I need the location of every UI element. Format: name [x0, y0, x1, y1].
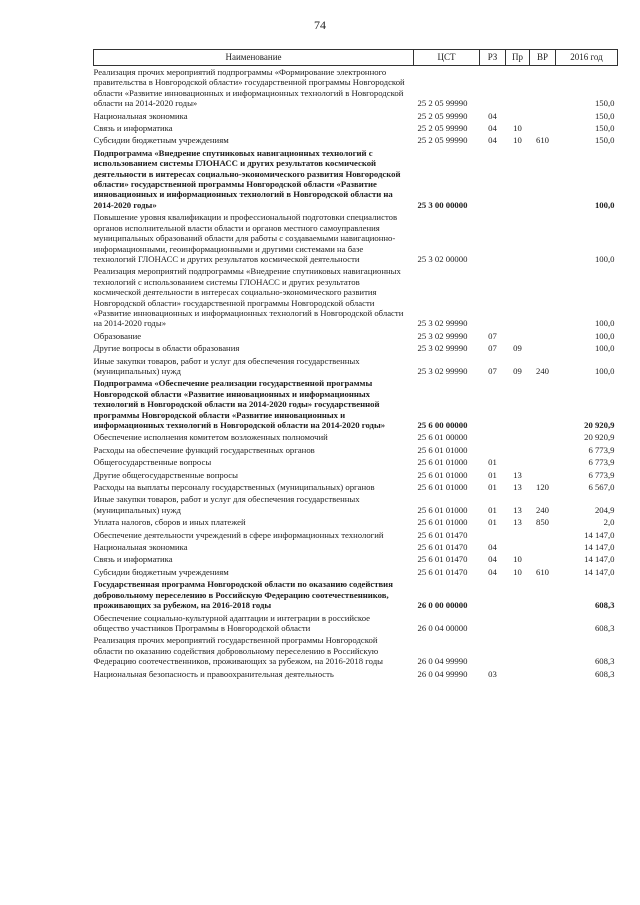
row-cst: 25 6 01 01000 — [417, 482, 468, 493]
row-cst: 25 2 05 99990 — [417, 123, 468, 134]
row-cst: 25 6 01 01470 — [417, 554, 468, 565]
row-rz — [480, 578, 506, 611]
row-cst: 25 3 02 99990 — [417, 318, 468, 329]
row-name: Повышение уровня квалификации и профессиональной подготовки специалистов органов исполнительной власти области и органов местного самоуправления муниципальных образований области для работы с создаваемыми навигационно-информационными, геоинформационными и другими системами на базе технологий ГЛОНАСС и других результатов космической деятельности — [93, 212, 398, 264]
row-rz: 07 — [488, 365, 497, 376]
row-rz — [480, 612, 506, 635]
row-rz: 01 — [488, 504, 497, 515]
table-row — [94, 147, 618, 211]
row-vr — [530, 456, 556, 468]
row-amount: 150,0 — [594, 123, 615, 134]
table-row — [94, 122, 618, 134]
table-row — [94, 377, 618, 431]
row-cst: 25 3 02 99990 — [417, 343, 468, 354]
row-vr — [530, 529, 556, 541]
row-pr — [506, 431, 530, 443]
row-vr: 610 — [535, 566, 550, 577]
row-pr — [506, 634, 530, 667]
table-row — [94, 493, 618, 516]
row-amount: 14 147,0 — [584, 529, 615, 540]
row-vr — [530, 668, 556, 680]
row-pr — [506, 110, 530, 122]
row-name: Связь и информатика — [93, 123, 173, 134]
row-vr — [530, 612, 556, 635]
column-header-pr: Пр — [506, 50, 530, 66]
row-rz: 07 — [488, 343, 497, 354]
row-cst: 25 6 01 01000 — [417, 517, 468, 528]
row-amount: 608,3 — [594, 622, 615, 633]
row-name: Обеспечение социально-культурной адаптации и интеграции в российское общество участников Программы в Новгородской области — [93, 612, 370, 633]
table-row — [94, 566, 618, 578]
row-pr — [506, 612, 530, 635]
row-rz: 04 — [488, 542, 497, 553]
row-name: Государственная программа Новгородской области по оказанию содействия добровольному переселению в Российскую Федерацию соотечественников, проживающих за рубежом, на 2016-2018 годы — [93, 579, 393, 611]
row-vr — [530, 541, 556, 553]
row-amount: 6 773,9 — [588, 457, 615, 468]
row-pr: 10 — [513, 135, 522, 146]
table-row — [94, 444, 618, 456]
row-vr — [530, 342, 556, 354]
row-name: Уплата налогов, сборов и иных платежей — [93, 517, 246, 528]
row-rz: 01 — [488, 469, 497, 480]
row-vr — [530, 444, 556, 456]
table-row — [94, 342, 618, 354]
row-amount: 14 147,0 — [584, 542, 615, 553]
row-cst: 25 6 01 01000 — [417, 469, 468, 480]
table-row — [94, 634, 618, 667]
row-rz — [480, 211, 506, 265]
row-rz — [480, 147, 506, 211]
row-name: Подпрограмма «Обеспечение реализации государственной программы Новгородской области «Развитие инновационных и информационных технологий в Новгородской области на 2014-2020 годы» государственной программы Новгородской области «Развитие инновационных и информационных технологий в Новгородской области на 2014-2020 годы» — [93, 378, 386, 430]
row-pr: 10 — [513, 566, 522, 577]
row-vr — [530, 211, 556, 265]
row-vr — [530, 377, 556, 431]
row-name: Другие вопросы в области образования — [93, 343, 240, 354]
row-name: Обеспечение исполнения комитетом возложенных полномочий — [93, 432, 328, 443]
row-cst: 25 3 02 99990 — [417, 330, 468, 341]
row-pr — [506, 668, 530, 680]
row-rz — [480, 265, 506, 329]
row-pr — [506, 147, 530, 211]
row-amount: 100,0 — [594, 199, 615, 210]
row-cst: 25 6 01 01470 — [417, 566, 468, 577]
row-rz: 01 — [488, 517, 497, 528]
row-cst: 25 2 05 99990 — [417, 135, 468, 146]
row-vr: 610 — [535, 135, 550, 146]
row-rz: 04 — [488, 566, 497, 577]
row-amount: 100,0 — [594, 365, 615, 376]
row-pr: 10 — [513, 554, 522, 565]
row-vr — [530, 122, 556, 134]
table-row — [94, 541, 618, 553]
row-name: Обеспечение деятельности учреждений в сфере информационных технологий — [93, 529, 384, 540]
row-cst: 26 0 04 99990 — [417, 656, 468, 667]
row-amount: 608,3 — [594, 668, 615, 679]
row-name: Иные закупки товаров, работ и услуг для обеспечения государственных (муниципальных) нужд — [93, 355, 360, 376]
table-body — [94, 66, 618, 680]
table-row — [94, 481, 618, 493]
row-amount: 150,0 — [594, 110, 615, 121]
row-cst: 26 0 00 00000 — [417, 600, 468, 611]
row-pr: 10 — [513, 123, 522, 134]
row-cst: 26 0 04 00000 — [417, 622, 468, 633]
row-pr: 13 — [513, 517, 522, 528]
row-cst: 25 3 00 00000 — [417, 199, 468, 210]
row-name: Расходы на обеспечение функций государственных органов — [93, 444, 315, 455]
row-rz: 01 — [488, 482, 497, 493]
row-amount: 100,0 — [594, 253, 615, 264]
row-name: Связь и информатика — [93, 554, 173, 565]
row-vr: 850 — [535, 517, 550, 528]
row-pr — [506, 377, 530, 431]
row-cst: 26 0 04 99990 — [417, 668, 468, 679]
row-pr — [506, 211, 530, 265]
row-cst: 25 3 02 00000 — [417, 253, 468, 264]
row-vr — [530, 110, 556, 122]
column-header-rz: РЗ — [480, 50, 506, 66]
row-rz: 07 — [488, 330, 497, 341]
table-row — [94, 330, 618, 342]
row-amount: 20 920,9 — [584, 432, 615, 443]
table-row — [94, 431, 618, 443]
row-cst: 25 6 01 01000 — [417, 504, 468, 515]
table-row — [94, 612, 618, 635]
row-pr: 13 — [513, 469, 522, 480]
row-vr — [530, 469, 556, 481]
table-row — [94, 265, 618, 329]
row-name: Реализация прочих мероприятий государственной программы Новгородской области по оказанию содействия добровольному переселению в Российскую Федерацию соотечественников, проживающих за рубежом, на 2016-2018 годы — [93, 635, 383, 667]
row-cst: 25 6 00 00000 — [417, 420, 468, 430]
row-pr — [506, 578, 530, 611]
table-row — [94, 529, 618, 541]
row-rz: 01 — [488, 457, 497, 468]
row-name: Расходы на выплаты персоналу государственных (муниципальных) органов — [93, 482, 375, 493]
page-number: 74 — [314, 18, 326, 32]
column-header-year: 2016 год — [556, 50, 618, 66]
row-amount: 14 147,0 — [584, 566, 615, 577]
row-rz — [480, 431, 506, 443]
row-name: Субсидии бюджетным учреждениям — [93, 135, 229, 146]
row-vr — [530, 265, 556, 329]
row-cst: 25 2 05 99990 — [417, 98, 468, 109]
row-pr: 13 — [513, 504, 522, 515]
row-vr — [530, 578, 556, 611]
row-vr — [530, 634, 556, 667]
row-name: Реализация прочих мероприятий подпрограммы «Формирование электронного правительства в Новгородской области» государственной программы Новгородской области «Развитие инновационных и информационных технологий в Новгородской области на 2014-2020 годы» — [93, 67, 405, 109]
table-row — [94, 516, 618, 528]
row-rz: 04 — [488, 123, 497, 134]
table-header-row — [94, 50, 618, 66]
row-vr — [530, 66, 556, 110]
row-amount: 608,3 — [594, 656, 615, 667]
row-rz: 04 — [488, 554, 497, 565]
row-amount: 150,0 — [594, 135, 615, 146]
row-amount: 150,0 — [594, 98, 615, 109]
row-cst: 25 2 05 99990 — [417, 110, 468, 121]
row-rz — [480, 444, 506, 456]
row-amount: 6 773,9 — [588, 444, 615, 455]
row-name: Национальная экономика — [93, 542, 188, 553]
row-name: Реализация мероприятий подпрограммы «Внедрение спутниковых навигационных технологий с использованием системы ГЛОНАСС и других результатов космической деятельности в интересах социально-экономического развития Новгородской области» государственной программы Новгородской области «Развитие инновационных и информационных технологий в Новгородской области на 2014-2020 годы» — [93, 266, 404, 329]
column-header-vr: ВР — [530, 50, 556, 66]
row-rz — [480, 529, 506, 541]
row-name: Образование — [93, 330, 142, 341]
row-name: Субсидии бюджетным учреждениям — [93, 566, 229, 577]
row-amount: 6 567,0 — [588, 482, 615, 493]
table-row — [94, 553, 618, 565]
row-cst: 25 6 01 01000 — [417, 457, 468, 468]
row-name: Общегосударственные вопросы — [93, 457, 212, 468]
table-row — [94, 66, 618, 110]
row-vr: 240 — [535, 504, 550, 515]
row-amount: 20 920,9 — [584, 420, 615, 430]
row-pr — [506, 444, 530, 456]
row-vr — [530, 431, 556, 443]
row-vr — [530, 330, 556, 342]
row-pr — [506, 541, 530, 553]
row-pr — [506, 66, 530, 110]
row-cst: 25 6 01 01470 — [417, 542, 468, 553]
row-pr — [506, 456, 530, 468]
row-name: Другие общегосударственные вопросы — [93, 469, 238, 480]
row-amount: 2,0 — [603, 517, 615, 528]
budget-table — [93, 49, 618, 680]
row-pr: 13 — [513, 482, 522, 493]
row-name: Иные закупки товаров, работ и услуг для обеспечения государственных (муниципальных) нужд — [93, 494, 360, 515]
row-amount: 6 773,9 — [588, 469, 615, 480]
row-amount: 100,0 — [594, 343, 615, 354]
row-pr — [506, 330, 530, 342]
row-cst: 25 3 02 99990 — [417, 365, 468, 376]
row-cst: 25 6 01 00000 — [417, 432, 468, 443]
row-name: Подпрограмма «Внедрение спутниковых навигационных технологий с использованием системы ГЛОНАСС и других результатов космической деятельности в интересах социально-экономического развития Новгородской области» государственной программы Новгородской области «Развитие инновационных и информационных технологий в Новгородской области на 2014-2020 годы» — [93, 147, 401, 210]
table-row — [94, 668, 618, 680]
row-pr: 09 — [513, 365, 522, 376]
row-pr: 09 — [513, 343, 522, 354]
table-row — [94, 469, 618, 481]
row-pr — [506, 529, 530, 541]
row-vr: 240 — [535, 365, 550, 376]
row-amount: 14 147,0 — [584, 554, 615, 565]
row-cst: 25 6 01 01000 — [417, 444, 468, 455]
table-row — [94, 355, 618, 378]
column-header-cst: ЦСТ — [414, 50, 480, 66]
row-name: Национальная экономика — [93, 110, 188, 121]
table-row — [94, 578, 618, 611]
column-header-name: Наименование — [94, 50, 414, 66]
row-vr — [530, 147, 556, 211]
row-rz — [480, 634, 506, 667]
row-amount: 204,9 — [594, 504, 615, 515]
row-rz: 03 — [488, 668, 497, 679]
row-rz: 04 — [488, 135, 497, 146]
row-pr — [506, 265, 530, 329]
row-name: Национальная безопасность и правоохранительная деятельность — [93, 668, 334, 679]
table-row — [94, 211, 618, 265]
row-amount: 608,3 — [594, 600, 615, 611]
table-row — [94, 110, 618, 122]
row-rz — [480, 66, 506, 110]
row-cst: 25 6 01 01470 — [417, 529, 468, 540]
table-row — [94, 134, 618, 146]
row-vr: 120 — [535, 482, 550, 493]
row-rz — [480, 377, 506, 431]
row-rz: 04 — [488, 110, 497, 121]
row-amount: 100,0 — [594, 318, 615, 329]
table-row — [94, 456, 618, 468]
row-vr — [530, 553, 556, 565]
row-amount: 100,0 — [594, 330, 615, 341]
